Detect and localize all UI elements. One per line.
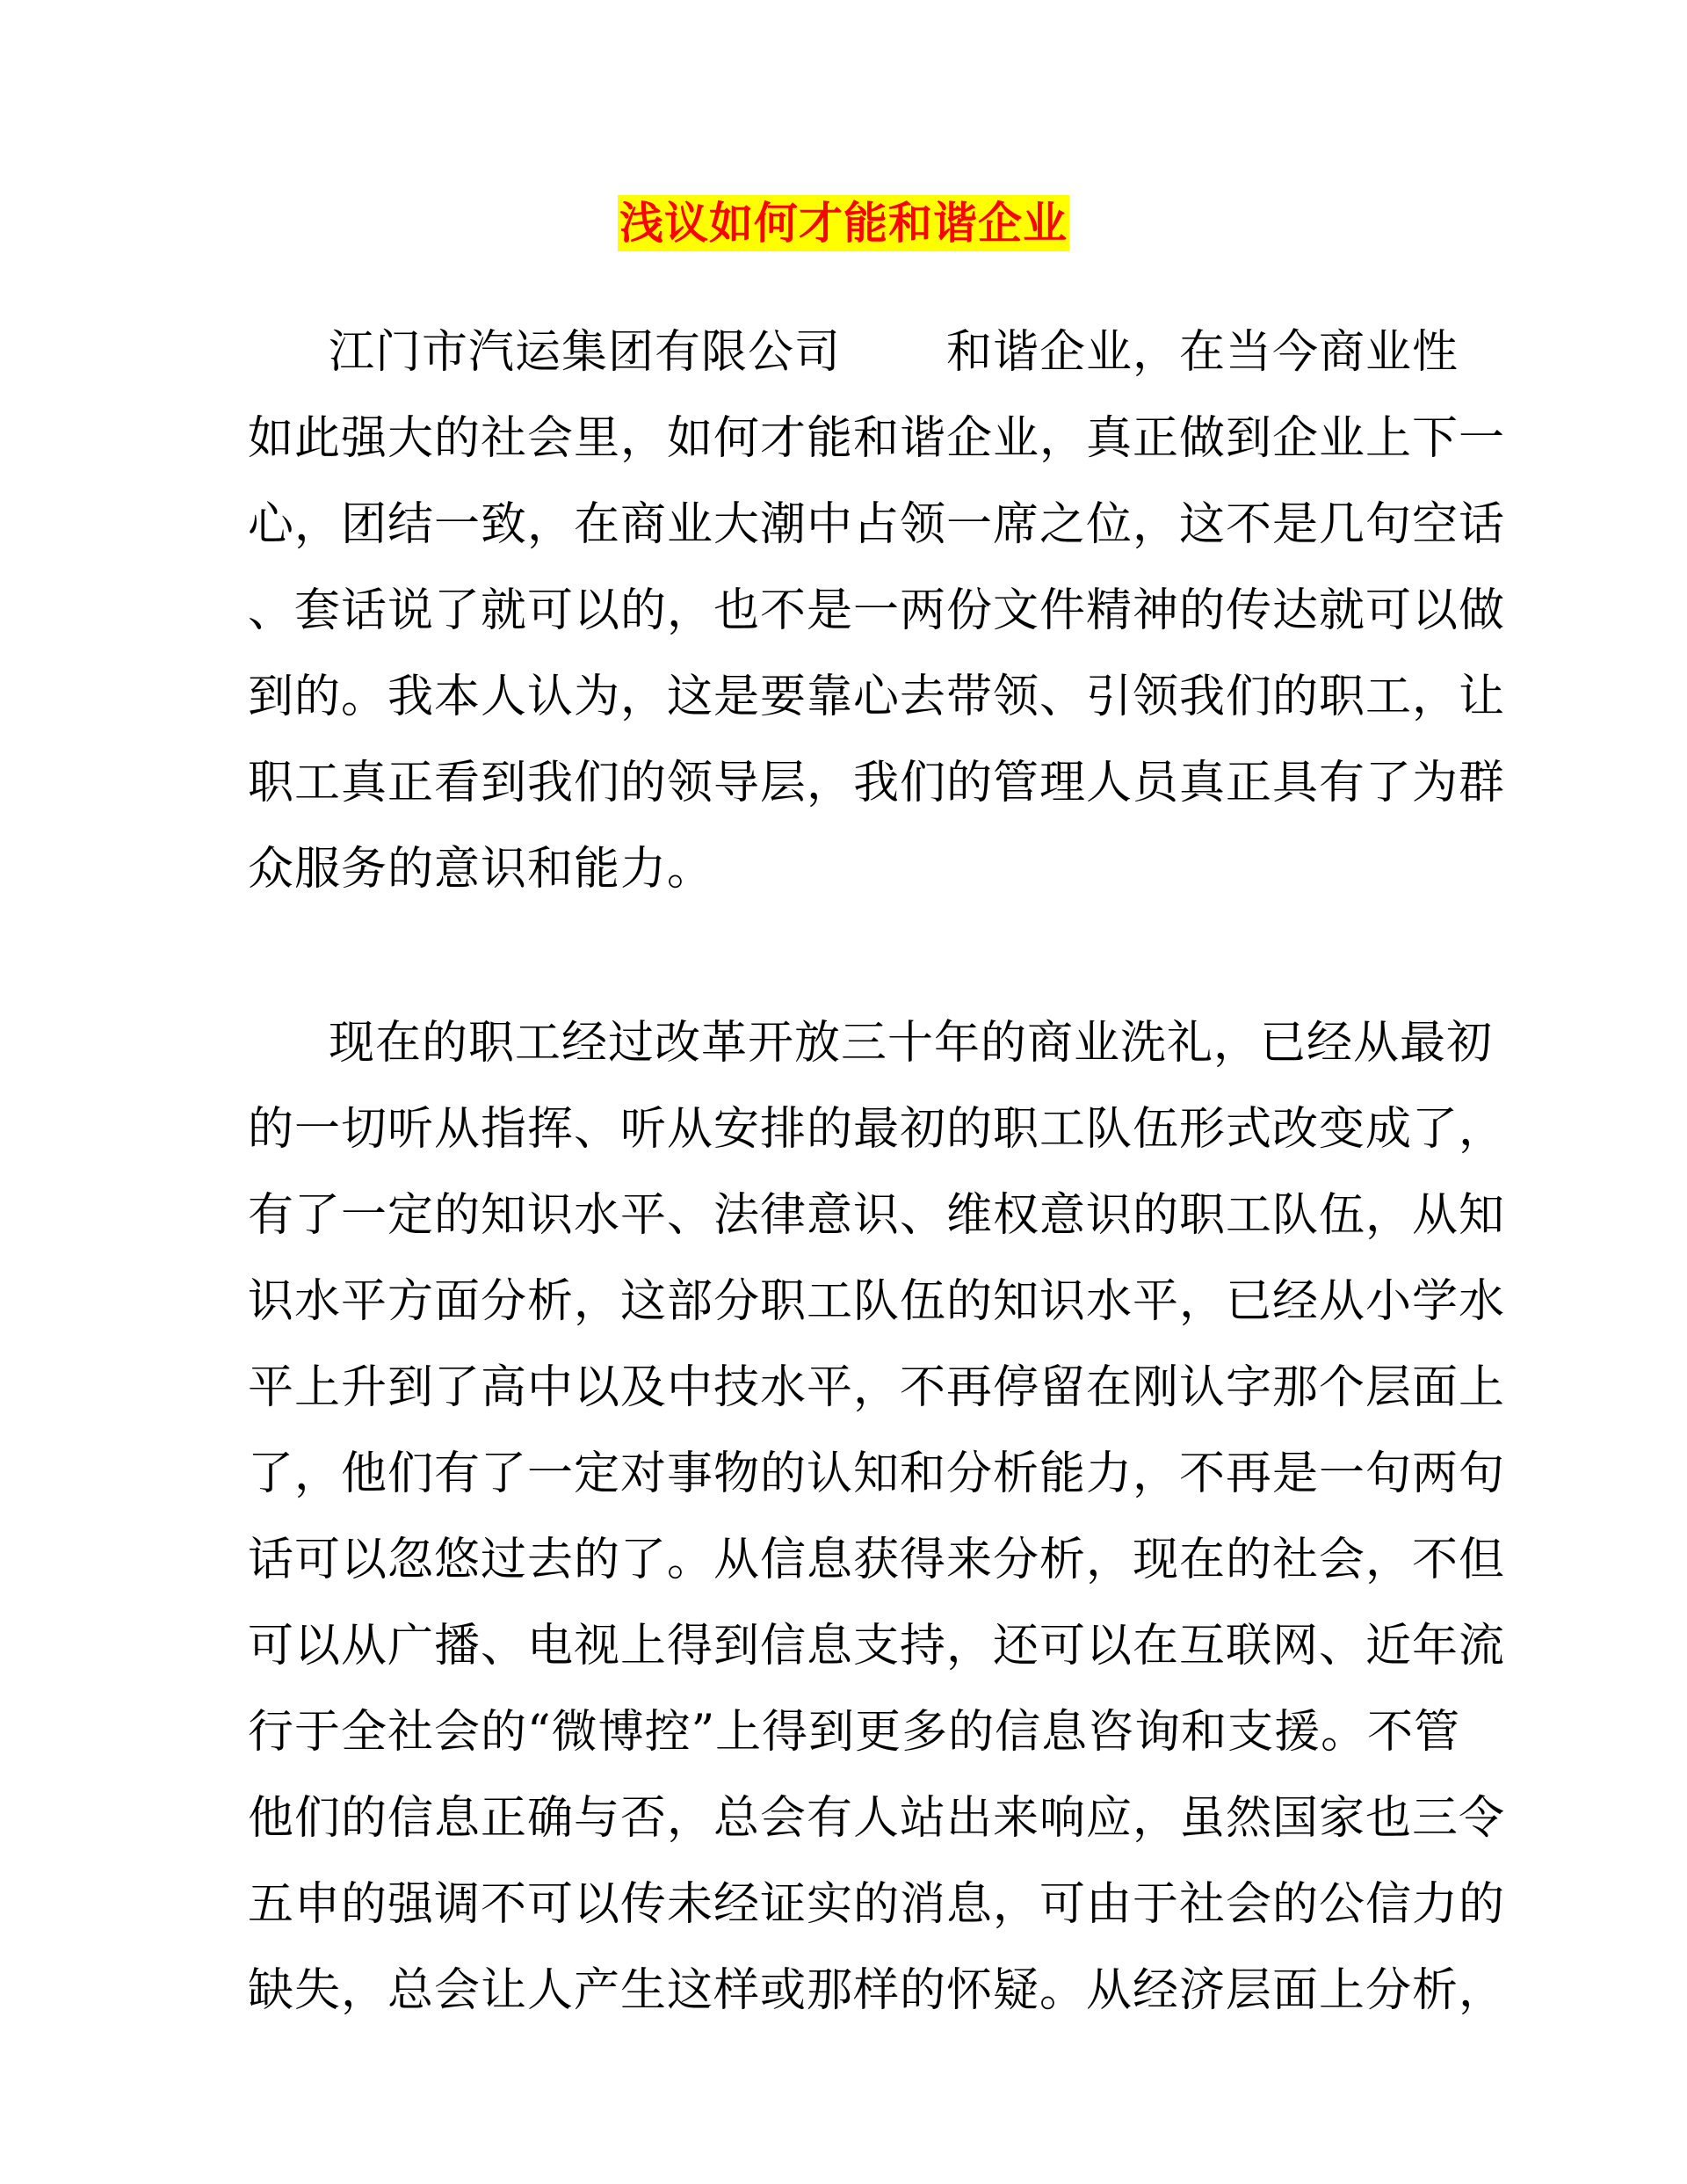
- paragraph-1-line-1: [248, 309, 1459, 395]
- title-container: [0, 195, 1687, 251]
- paragraph-2-line-7: 话可以忽悠过去的了。从信息获得来分析，现在的社会，不但: [248, 1534, 1506, 1586]
- paragraph-1-text: 和谐企业，在当今商业性: [946, 326, 1459, 379]
- paragraph-1-line-4: 、套话说了就可以的，也不是一两份文件精神的传达就可以做: [248, 584, 1506, 637]
- document-title: 浅议如何才能和谐企业: [618, 195, 1069, 251]
- paragraph-1-line-3: 心，团结一致，在商业大潮中占领一席之位，这不是几句空话: [248, 498, 1506, 551]
- paragraph-2-line-6: 了，他们有了一定对事物的认知和分析能力，不再是一句两句: [248, 1448, 1506, 1500]
- paragraph-2-line-12: 缺失，总会让人产生这样或那样的怀疑。从经济层面上分析，: [248, 1964, 1506, 2017]
- paragraph-2-line-1: 现在的职工经过改革开放三十年的商业洗礼，已经从最初: [329, 1017, 1494, 1070]
- paragraph-2-line-4: 识水平方面分析，这部分职工队伍的知识水平，已经从小学水: [248, 1275, 1506, 1328]
- author-name: 江门市汽运集团有限公司: [329, 326, 842, 379]
- paragraph-2-line-8: 可以从广播、电视上得到信息支持，还可以在互联网、近年流: [248, 1620, 1506, 1672]
- paragraph-1-line-5: 到的。我本人认为，这是要靠心去带领、引领我们的职工，让: [248, 671, 1506, 723]
- paragraph-2-line-2: 的一切听从指挥、听从安排的最初的职工队伍形式改变成了，: [248, 1103, 1506, 1156]
- paragraph-2-line-3: 有了一定的知识水平、法律意识、维权意识的职工队伍，从知: [248, 1189, 1506, 1242]
- paragraph-2-line-9: 行于全社会的“微博控”上得到更多的信息咨询和支援。不管: [248, 1706, 1461, 1759]
- paragraph-2-line-5: 平上升到了高中以及中技水平，不再停留在刚认字那个层面上: [248, 1361, 1506, 1414]
- paragraph-1-line-2: 如此强大的社会里，如何才能和谐企业，真正做到企业上下一: [248, 412, 1506, 465]
- document-body: [248, 309, 1506, 2034]
- paragraph-1-line-6: 职工真正看到我们的领导层，我们的管理人员真正具有了为群: [248, 757, 1506, 809]
- paragraph-2-line-10: 他们的信息正确与否，总会有人站出来响应，虽然国家也三令: [248, 1792, 1506, 1845]
- paragraph-spacer: [248, 912, 1443, 1000]
- paragraph-1-line-7: 众服务的意识和能力。: [248, 843, 714, 896]
- paragraph-2-line-11: 五申的强调不可以传未经证实的消息，可由于社会的公信力的: [248, 1878, 1506, 1931]
